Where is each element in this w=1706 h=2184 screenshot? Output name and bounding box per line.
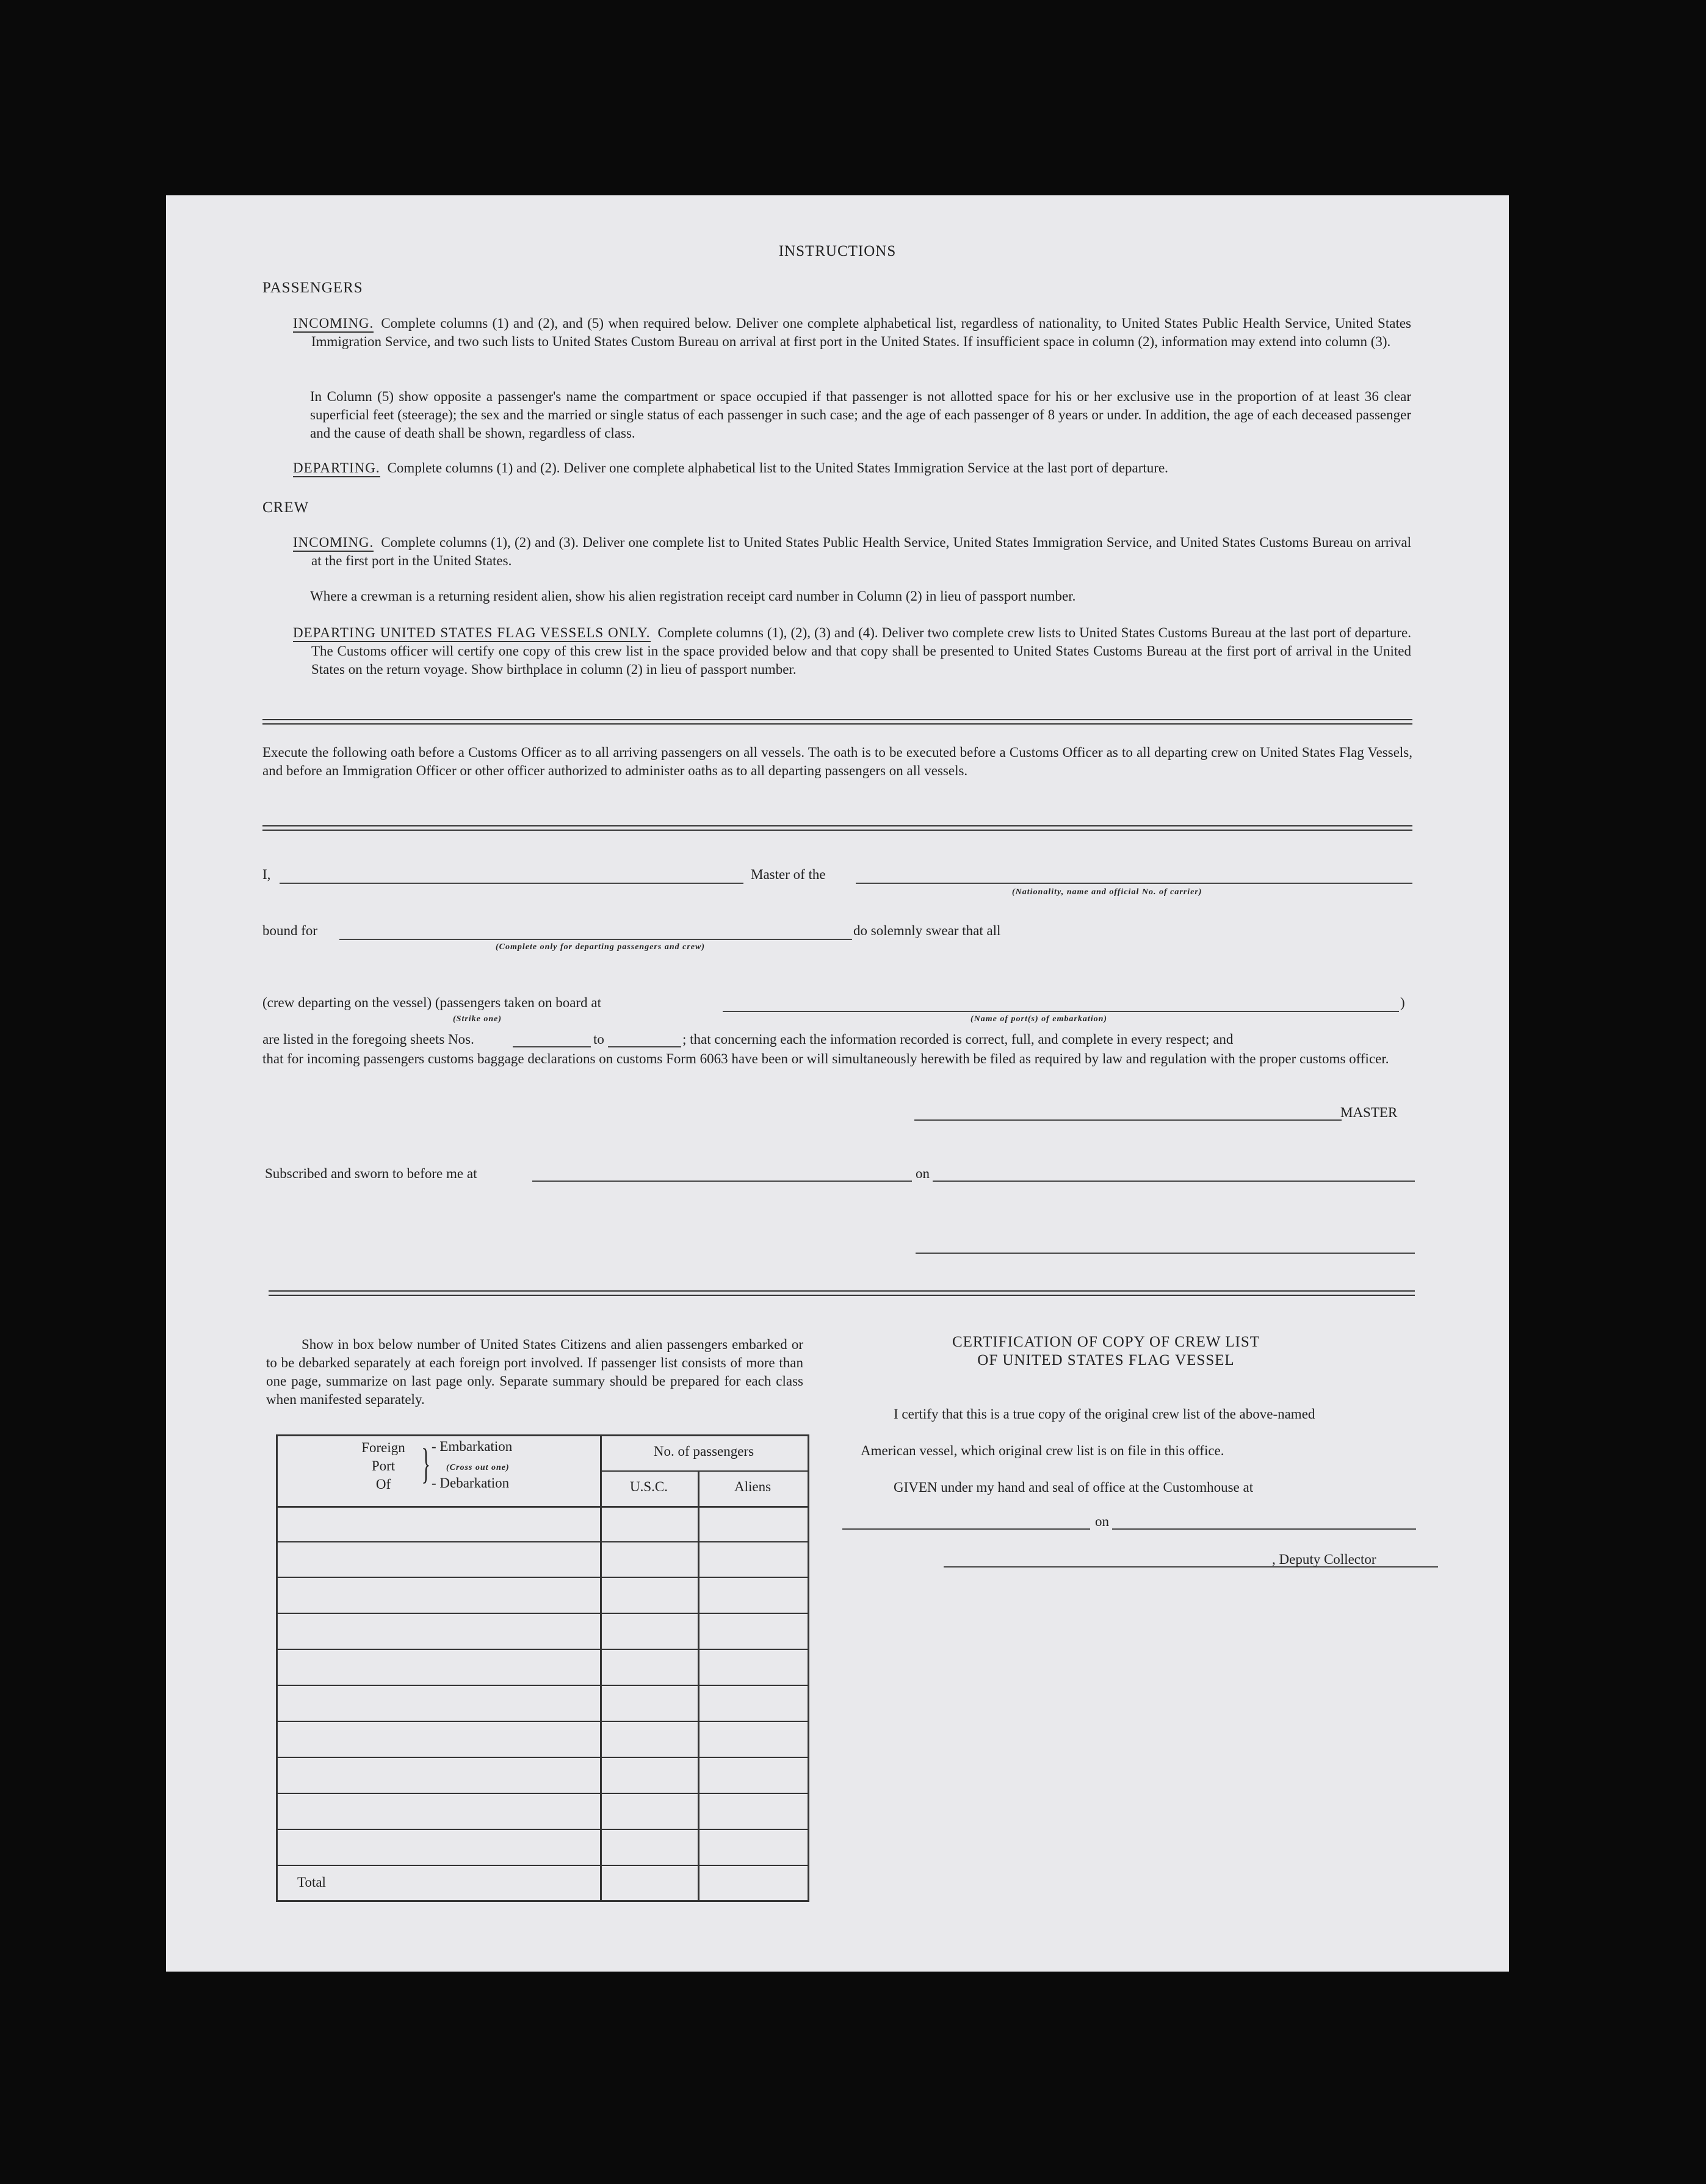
crew-departing-text: Complete columns (1), (2), (3) and (4). Deliver two complete crew lists to United States Customs Bureau at the last port of departure. The Customs officer will certify one copy of this crew list in the space provided below and that copy shall be presented to United States Customs Bureau at the first port of arrival in the United States on the return voyage. Show birthplace in column (2) in lieu of passport number. [311,625,1411,677]
bound-for-label: bound for [262,923,318,938]
certify-date-field[interactable] [1112,1528,1416,1530]
nationality-caption: (Nationality, name and official No. of carrier) [1012,888,1202,897]
crew-incoming-text: Complete columns (1), (2) and (3). Deliver one complete list to United States Public Health Service, United States Immigration Service, and United States Customs Bureau on arrival at the first port in the United States. [311,535,1411,568]
crew-resident-text: Where a crewman is a returning resident alien, show his alien registration receipt card number in Column (2) in lieu of passport number. [310,588,1076,604]
listed-prefix: are listed in the foregoing sheets Nos. [262,1032,474,1047]
swear-text: do solemnly swear that all [853,923,1001,938]
embarkation-option: - Embarkation [432,1439,513,1454]
passengers-heading: PASSENGERS [262,280,363,296]
sworn-place-field[interactable] [532,1181,912,1182]
master-name-field[interactable] [280,883,743,884]
sheet-from-field[interactable] [513,1046,591,1047]
sheet-to-field[interactable] [608,1046,681,1047]
master-signature-field[interactable] [914,1119,1342,1121]
certify-on-label: on [1095,1514,1109,1529]
to-label: to [593,1032,604,1047]
brace-icon: } [421,1441,431,1488]
foreign-port-header: Foreign Port Of [361,1440,405,1492]
passengers-incoming-section [293,314,1411,351]
passengers-incoming-label: INCOMING. [293,316,374,333]
summary-instructions: Show in box below number of United States Citizens and alien passengers embarked or to be debarked separately at each foreign port involved. If passenger list consists of more than one page, summarize on last page only. Separate summary should be prepared for each class when manifested separately. [266,1337,803,1407]
listed-line2-section [262,1050,1412,1068]
column5-text: In Column (5) show opposite a passenger's name the compartment or space occupied if that passenger is not allotted space for his or her exclusive use in the proportion of at least 36 clear superficial feet (steerage); the sex and the married or single status of each passenger in such case; and the age of each passenger of 8 years or under. In addition, the age of each deceased passenger and the cause of death shall be shown, regardless of class. [310,389,1411,441]
subscribed-label: Subscribed and sworn to before me at [265,1166,477,1181]
aliens-header: Aliens [734,1479,772,1494]
listed-line2: that for incoming passengers customs baggage declarations on customs Form 6063 have been or will simultaneously herewith be filed as required by law and regulation with the proper customs officer. [262,1051,1389,1066]
strike-one-caption: (Strike one) [453,1014,502,1024]
section-divider [269,1290,1415,1296]
crew-departing-label: DEPARTING UNITED STATES FLAG VESSELS ONLY. [293,625,651,642]
usc-header: U.S.C. [630,1479,668,1494]
passengers-departing-label: DEPARTING. [293,460,380,477]
crew-departing-section [293,624,1411,679]
crew-incoming-section [293,533,1411,570]
debarkation-option: - Debarkation [432,1475,510,1491]
vessel-nationality-field[interactable] [856,883,1412,884]
passengers-departing-text: Complete columns (1) and (2). Deliver one complete alphabetical list to the United States Immigration Service at the last port of departure. [387,460,1168,475]
page-title: INSTRUCTIONS [778,243,897,259]
form-page [166,195,1509,1972]
oath-instructions-text: Execute the following oath before a Customs Officer as to all arriving passengers on all vessels. The oath is to be executed before a Customs Officer as to all departing crew on United States Flag Vessels, and before an Immigration Officer or other officer authorized to administer oaths as to all departing passengers on all vessels. [262,745,1412,778]
officer-signature-field[interactable] [916,1253,1415,1254]
cross-out-caption: (Cross out one) [446,1463,510,1472]
certify-line1: I certify that this is a true copy of the original crew list of the above-named [894,1406,1315,1422]
customhouse-field[interactable] [842,1528,1090,1530]
no-passengers-header: No. of passengers [653,1444,754,1459]
sworn-on-label: on [916,1166,930,1181]
passengers-departing-section [293,459,1411,477]
section-divider [262,719,1412,725]
listed-rest: ; that concerning each the information recorded is correct, full, and complete in every respect; and [682,1032,1234,1047]
passenger-summary-table [276,1434,809,1902]
section-divider [262,825,1412,831]
crew-departing-text: (crew departing on the vessel) (passengers taken on board at [262,995,601,1010]
oath-instructions-section [262,743,1412,780]
bound-for-field[interactable] [339,939,852,940]
crew-resident-section [310,587,1411,606]
certification-title: CERTIFICATION OF COPY OF CREW LIST OF UNITED STATES FLAG VESSEL [952,1334,1260,1369]
close-paren: ) [1400,995,1405,1010]
crew-incoming-label: INCOMING. [293,535,374,552]
passengers-incoming-text: Complete columns (1) and (2), and (5) when required below. Deliver one complete alphabetical list, regardless of nationality, to United States Public Health Service, United States Immigration Service, and two such lists to United States Custom Bureau on arrival at first port in the United States. If insufficient space in column (2), information may extend into column (3). [311,316,1411,349]
ports-caption: (Name of port(s) of embarkation) [970,1014,1108,1024]
master-label: MASTER [1340,1105,1398,1120]
sworn-date-field[interactable] [933,1181,1415,1182]
oath-i-label: I, [262,867,271,882]
certify-line2: American vessel, which original crew list is on file in this office. [861,1443,1224,1458]
ports-embarkation-field[interactable] [723,1011,1399,1012]
total-label: Total [297,1875,326,1890]
complete-only-caption: (Complete only for departing passengers and crew) [496,942,705,952]
master-of-the-label: Master of the [751,867,826,882]
column5-section [310,388,1411,443]
crew-heading: CREW [262,499,309,516]
summary-instructions-section [266,1336,803,1409]
deputy-collector-label: , Deputy Collector [1272,1552,1376,1567]
certify-line3: GIVEN under my hand and seal of office at the Customhouse at [894,1480,1254,1495]
